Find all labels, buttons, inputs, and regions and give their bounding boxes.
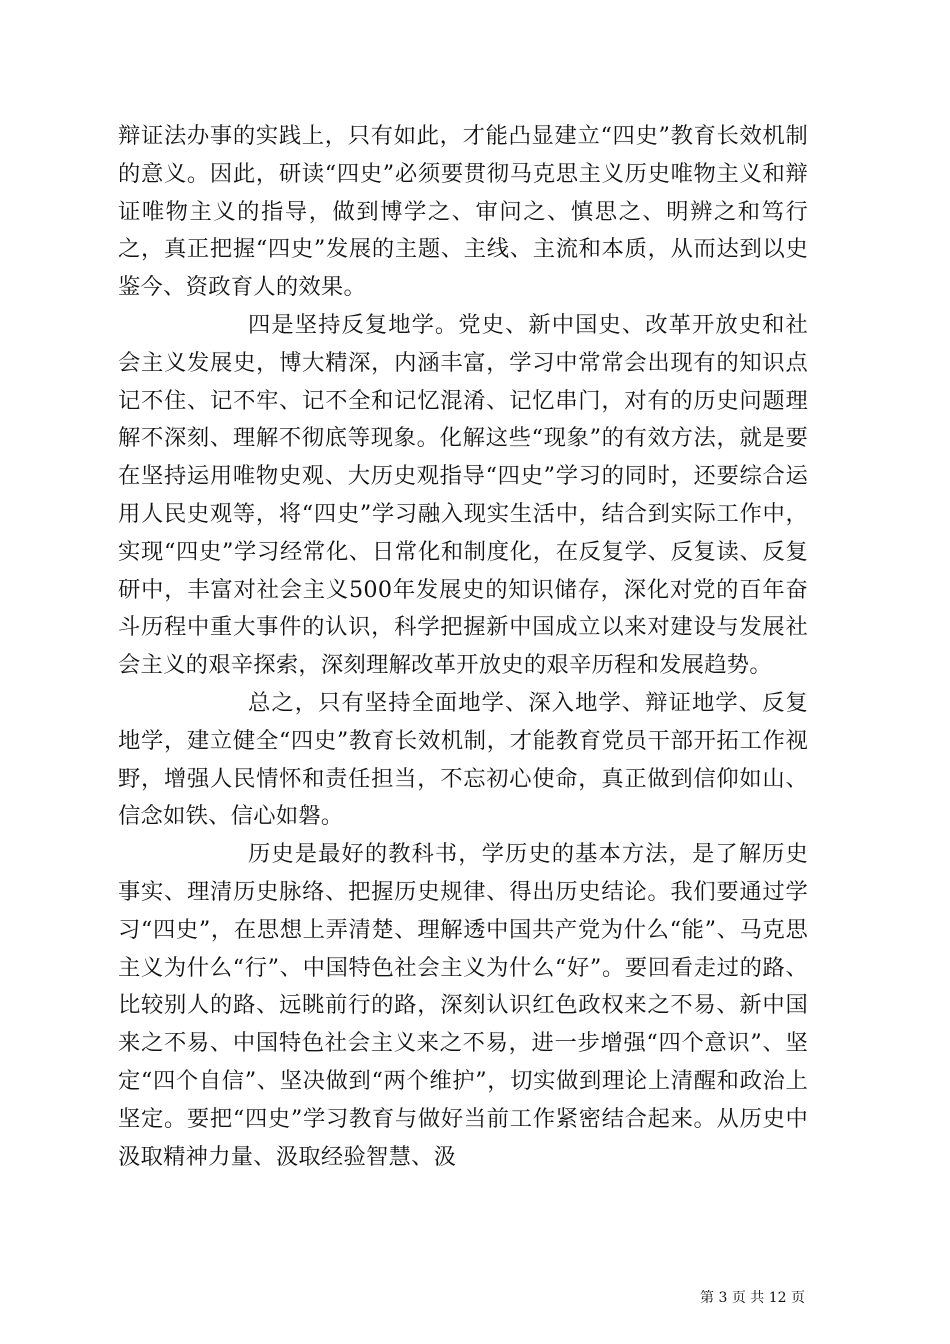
paragraph-4: 历史是最好的教科书，学历史的基本方法，是了解历史事实、理清历史脉络、把握历史规律、得出历史结论。我们要通过学习“四史”，在思想上弄清楚、理解透中国共产党为什么“能”、马克思主义为什么“行”、中国特色社会主义为什么“好”。要回看走过的路、比较别人的路、远眺前行的路，深刻认识红色政权来之不易、新中国来之不易、中国特色社会主义来之不易，进一步增强“四个意识”、坚定“四个自信”、坚决做到“两个维护”，切实做到理论上清醒和政治上坚定。要把“四史”学习教育与做好当前工作紧密结合起来。从历史中汲取精神力量、汲取经验智慧、汲	[118, 841, 808, 1170]
document-body	[118, 118, 808, 1176]
paragraph-3: 总之，只有坚持全面地学、深入地学、辩证地学、反复地学，建立健全“四史”教育长效机制，才能教育党员干部开拓工作视野，增强人民情怀和责任担当，不忘初心使命，真正做到信仰如山、信念如铁、信心如磐。	[118, 689, 808, 830]
paragraph-2: 四是坚持反复地学。党史、新中国史、改革开放史和社会主义发展史，博大精深，内涵丰富，学习中常常会出现有的知识点记不住、记不牢、记不全和记忆混淆、记忆串门，对有的历史问题理解不深刻、理解不彻底等现象。化解这些“现象”的有效方法，就是要在坚持运用唯物史观、大历史观指导“四史”学习的同时，还要综合运用人民史观等，将“四史”学习融入现实生活中，结合到实际工作中，实现“四史”学习经常化、日常化和制度化，在反复学、反复读、反复研中，丰富对社会主义500年发展史的知识储存，深化对党的百年奋斗历程中重大事件的认识，科学把握新中国成立以来对建设与发展社会主义的艰辛探索，深刻理解改革开放史的艰辛历程和发展趋势。	[118, 311, 808, 679]
page-number-footer: 第 3 页 共 12 页	[700, 1290, 805, 1306]
paragraph-1: 辩证法办事的实践上，只有如此，才能凸显建立“四史”教育长效机制的意义。因此，研读“四史”必须要贯彻马克思主义历史唯物主义和辩证唯物主义的指导，做到博学之、审问之、慎思之、明辨之和笃行之，真正把握“四史”发展的主题、主线、主流和本质，从而达到以史鉴今、资政育人的效果。	[118, 123, 808, 301]
